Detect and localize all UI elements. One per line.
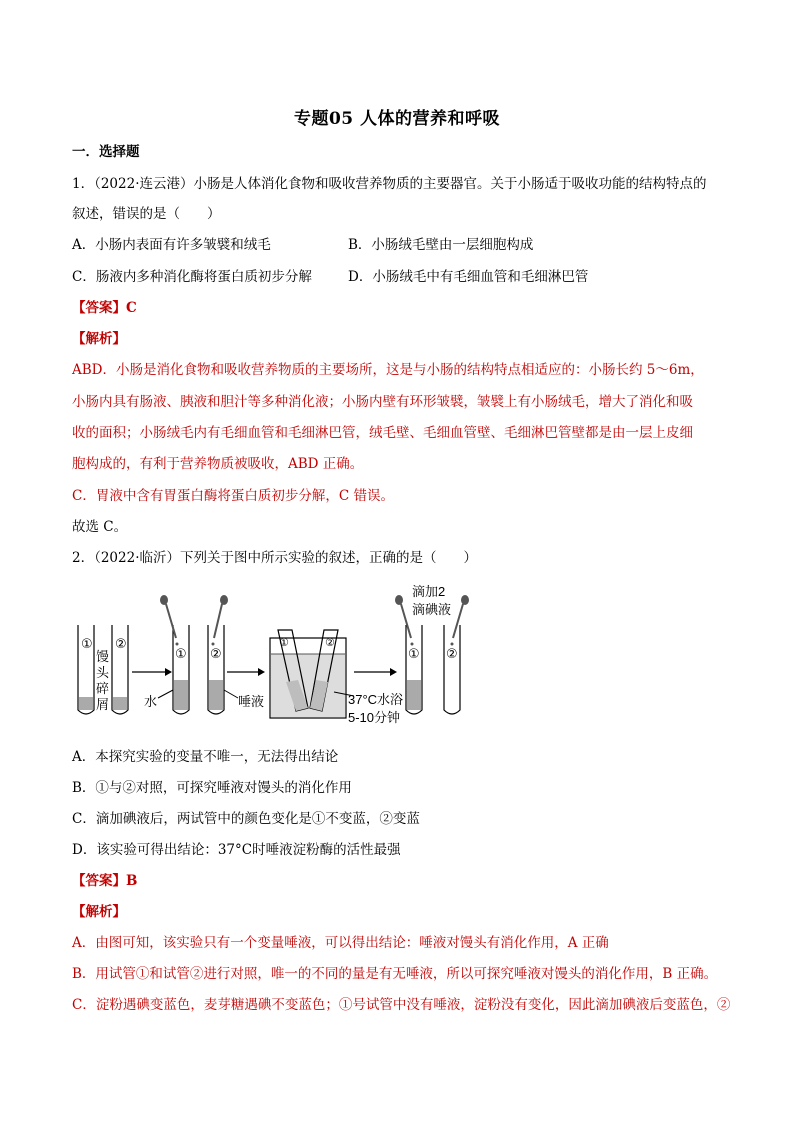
saliva-label: 唾液	[238, 694, 265, 709]
tube2-label-stage1: ②	[115, 636, 127, 651]
arrow-1-head	[165, 668, 172, 676]
q2-stem: 2．（2022·临沂）下列关于图中所示实验的叙述，正确的是（ ）	[72, 550, 477, 566]
q1-answer: 【答案】C	[72, 300, 137, 316]
q1-analysis-label: 【解析】	[72, 331, 126, 347]
water-bath-beaker	[270, 630, 346, 718]
tube1-label-stage2: ①	[175, 646, 187, 661]
q1-analysis-line-1: ABD．小肠是消化食物和吸收营养物质的主要场所，这是与小肠的结构特点相适应的：小肠长约 5～6m，	[72, 362, 704, 378]
iodine-label-1: 滴加2	[412, 584, 446, 599]
water-label: 水	[144, 694, 158, 709]
tube2-label-stage4: ②	[446, 646, 458, 661]
tube1-label-stage4: ①	[408, 646, 420, 661]
stage1-tubes	[78, 625, 128, 714]
q1-option-d: D．小肠绒毛中有毛细血管和毛细淋巴管	[348, 269, 589, 285]
q2-answer: 【答案】B	[72, 873, 138, 889]
saliva-pointer	[224, 690, 238, 698]
mantou-char-4: 屑	[96, 697, 110, 712]
stage4-tubes	[395, 584, 469, 714]
mantou-char-1: 馒	[96, 649, 110, 664]
tube-1-stage4-fill	[407, 680, 421, 710]
tube2-label-bath: ②	[325, 637, 335, 649]
arrow-3-head	[390, 668, 397, 676]
tube1-label-bath: ①	[279, 637, 289, 649]
q1-option-b: B．小肠绒毛壁由一层细胞构成	[348, 237, 534, 253]
bath-label-1: 37°C水浴	[348, 692, 404, 707]
q2-analysis-b: B．用试管①和试管②进行对照，唯一的不同的量是有无唾液，所以可探究唾液对馒头的消化作用，B 正确。	[72, 966, 718, 982]
q2-analysis-label: 【解析】	[72, 904, 126, 920]
q1-stem-line-1: 1．（2022·连云港）小肠是人体消化食物和吸收营养物质的主要器官。关于小肠适于吸收功能的结构特点的	[72, 176, 707, 192]
q2-option-d: D．该实验可得出结论：37°C时唾液淀粉酶的活性最强	[72, 842, 401, 858]
q1-stem-line-2: 叙述，错误的是（ ）	[72, 206, 221, 222]
tube-2-stage4-fill	[445, 680, 459, 710]
q1-option-a: A．小肠内表面有许多皱襞和绒毛	[72, 237, 271, 253]
q2-analysis-a: A．由图可知，该实验只有一个变量唾液，可以得出结论：唾液对馒头有消化作用，A 正确	[72, 935, 609, 951]
dropper-3	[395, 595, 414, 646]
q1-analysis-line-5: C．胃液中含有胃蛋白酶将蛋白质初步分解，C 错误。	[72, 488, 394, 504]
iodine-label-2: 滴碘液	[412, 602, 452, 617]
water-pointer	[158, 690, 173, 698]
tube1-label-stage1: ①	[81, 636, 93, 651]
tube-1-stage2-fill	[174, 680, 188, 710]
section-heading: 一．选择题	[72, 144, 140, 160]
q2-option-c: C．滴加碘液后，两试管中的颜色变化是①不变蓝，②变蓝	[72, 811, 420, 827]
experiment-figure	[72, 580, 472, 728]
q1-option-c: C．肠液内多种消化酶将蛋白质初步分解	[72, 269, 312, 285]
dropper-2	[212, 595, 229, 646]
stage2-tubes	[144, 595, 264, 714]
q1-analysis-line-3: 收的面积；小肠绒毛内有毛细血管和毛细淋巴管，绒毛壁、毛细血管壁、毛细淋巴管壁都是由一层上皮细	[72, 425, 693, 441]
q2-option-b: B．①与②对照，可探究唾液对馒头的消化作用	[72, 780, 352, 796]
mantou-char-2: 头	[96, 665, 110, 680]
q1-analysis-line-2: 小肠内具有肠液、胰液和胆汁等多种消化液；小肠内壁有环形皱襞，皱襞上有小肠绒毛，增大了消化和吸	[72, 394, 693, 410]
tube-2-stage2-fill	[209, 680, 223, 710]
q2-analysis-c: C．淀粉遇碘变蓝色，麦芽糖遇碘不变蓝色；①号试管中没有唾液，淀粉没有变化，因此滴加碘液后变蓝色，②	[72, 997, 731, 1013]
q1-analysis-line-4: 胞构成的，有利于营养物质被吸收，ABD 正确。	[72, 456, 364, 472]
dropper-1	[160, 595, 179, 646]
tube2-label-stage2: ②	[210, 646, 222, 661]
q2-option-a: A．本探究实验的变量不唯一，无法得出结论	[72, 749, 339, 765]
mantou-char-3: 碎	[96, 681, 110, 696]
tube-2-stage1-fill	[113, 697, 127, 710]
bath-label-2: 5-10分钟	[348, 710, 401, 725]
tube-1-stage1-fill	[79, 697, 93, 710]
page-title: 专题05 人体的营养和呼吸	[293, 109, 501, 129]
q1-conclusion: 故选 C。	[72, 519, 128, 535]
arrow-2-head	[258, 668, 265, 676]
